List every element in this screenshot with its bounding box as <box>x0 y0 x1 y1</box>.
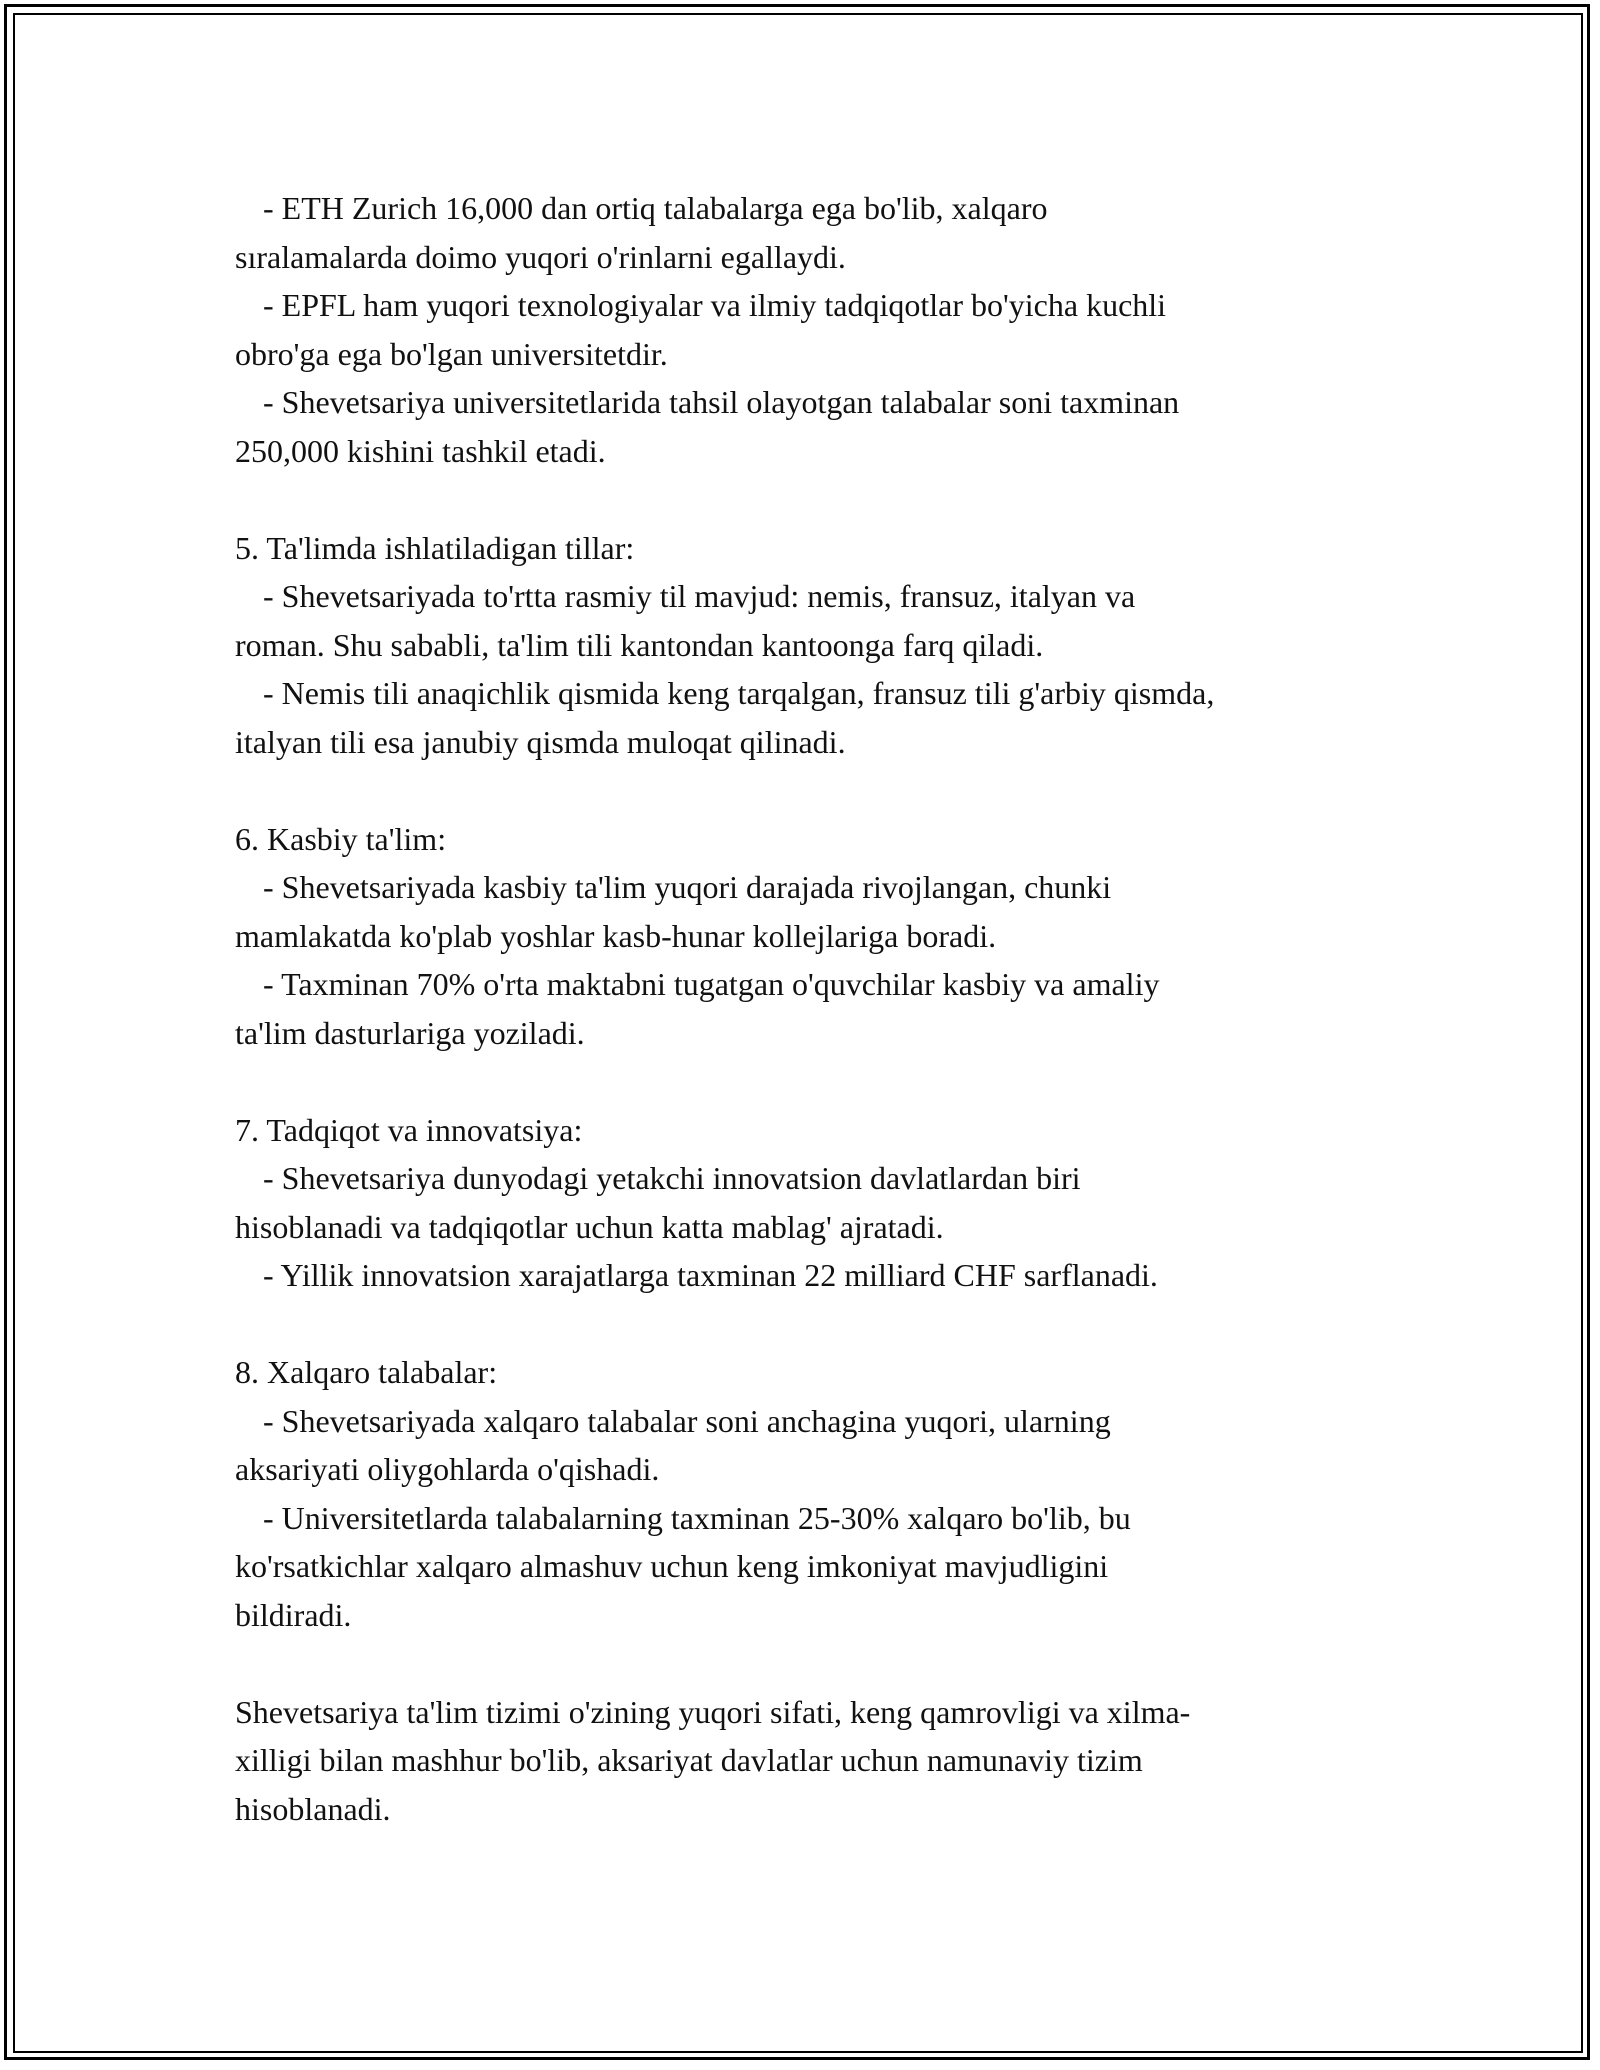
bullet-item <box>235 378 1395 475</box>
section-heading: 7. Tadqiqot va innovatsiya: <box>235 1111 583 1148</box>
bullet-line: ko'rsatkichlar xalqaro almashuv uchun keng imkoniyat mavjudligini <box>235 1548 1109 1584</box>
section-heading: 6. Kasbiy ta'lim: <box>235 820 447 857</box>
bullet-line: - ETH Zurich 16,000 dan ortiq talabalarga ega bo'lib, xalqaro <box>263 190 1048 226</box>
bullet-item <box>235 281 1395 378</box>
bullet-line: - Shevetsariyada xalqaro talabalar soni anchagina yuqori, ularning <box>263 1402 1111 1439</box>
bullet-item <box>235 960 1395 1057</box>
bullet-line: italyan tili esa janubiy qismda muloqat qilinadi. <box>235 723 846 760</box>
bullet-item <box>235 572 1395 669</box>
section-heading: 5. Ta'limda ishlatiladigan tillar: <box>235 529 635 566</box>
bullet-line: ta'lim dasturlariga yoziladi. <box>235 1014 585 1051</box>
bullet-line: hisoblanadi va tadqiqotlar uchun katta mablag' ajratadi. <box>235 1208 944 1245</box>
conclusion-line: Shevetsariya ta'lim tizimi o'zining yuqori sifati, keng qamrovligi va xilma- <box>235 1693 1191 1730</box>
section-languages <box>235 524 1395 767</box>
bullet-line: 250,000 kishini tashkil etadi. <box>235 432 606 469</box>
bullet-item <box>235 1494 1395 1640</box>
conclusion-line: hisoblanadi. <box>235 1790 391 1827</box>
section-research <box>235 1106 1395 1300</box>
bullet-item <box>235 863 1395 960</box>
bullet-line: - Shevetsariya dunyodagi yetakchi innovatsion davlatlardan biri <box>263 1160 1081 1196</box>
bullet-line: - Shevetsariyada kasbiy ta'lim yuqori darajada rivojlangan, chunki <box>263 869 1112 905</box>
bullet-line: - Universitetlarda talabalarning taxminan 25-30% xalqaro bo'lib, bu <box>263 1499 1131 1536</box>
bullet-item <box>235 1251 1395 1300</box>
section-international <box>235 1348 1395 1639</box>
bullet-line: - EPFL ham yuqori texnologiyalar va ilmiy tadqiqotlar bo'yicha kuchli <box>263 287 1167 323</box>
bullet-line: aksariyati oliygohlarda o'qishadi. <box>235 1451 660 1487</box>
bullet-item <box>235 669 1395 766</box>
document-body <box>235 184 1395 1833</box>
bullet-line: - Taxminan 70% o'rta maktabni tugatgan o'quvchilar kasbiy va amaliy <box>263 966 1160 1002</box>
conclusion-line: xilligi bilan mashhur bo'lib, aksariyat davlatlar uchun namunaviy tizim <box>235 1742 1143 1778</box>
bullet-line: - Yillik innovatsion xarajatlarga taxminan 22 milliard CHF sarflanadi. <box>263 1257 1158 1293</box>
bullet-line: - Shevetsariyada to'rtta rasmiy til mavjud: nemis, fransuz, italyan va <box>263 578 1136 614</box>
bullet-line: - Shevetsariya universitetlarida tahsil olayotgan talabalar soni taxminan <box>263 384 1180 420</box>
section-heading: 8. Xalqaro talabalar: <box>235 1354 498 1390</box>
bullet-line: bildiradi. <box>235 1596 352 1633</box>
bullet-item <box>235 1397 1395 1494</box>
bullet-line: roman. Shu sababli, ta'lim tili kantondan kantoonga farq qiladi. <box>235 626 1044 663</box>
bullet-line: mamlakatda ko'plab yoshlar kasb-hunar kollejlariga boradi. <box>235 917 997 954</box>
bullet-item <box>235 1154 1395 1251</box>
bullet-item <box>235 184 1395 281</box>
bullet-line: obro'ga ega bo'lgan universitetdir. <box>235 335 668 372</box>
bullet-line: - Nemis tili anaqichlik qismida keng tarqalgan, fransuz tili g'arbiy qismda, <box>263 675 1215 711</box>
conclusion-paragraph <box>235 1688 1395 1834</box>
section-vocational <box>235 815 1395 1058</box>
bullet-line: sıralamalarda doimo yuqori o'rinlarni egallaydi. <box>235 238 846 275</box>
section-continuation <box>235 184 1395 475</box>
